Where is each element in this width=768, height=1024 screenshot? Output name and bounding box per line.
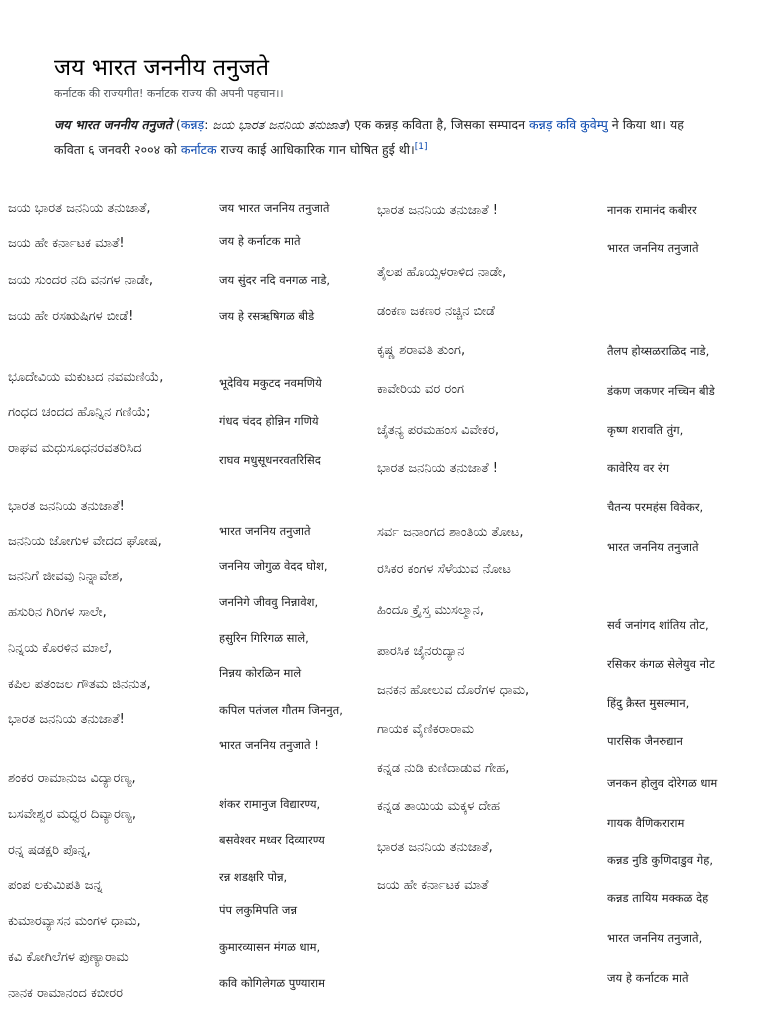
verse-line: जननिगे जीववु निन्नावेश, xyxy=(219,595,319,609)
verse-line: ನಿನ್ನಯ ಕೊರಳಿನ ಮಾಲೆ, xyxy=(8,641,113,656)
verse-line: हसुरिन गिरिगळ साले, xyxy=(219,631,309,645)
verse-line: शंकर रामानुज विद्यारण्य, xyxy=(219,797,321,811)
intro-text-3: राज्य काई आधिकारिक गान घोषित हुई थी। xyxy=(216,142,415,158)
verse-line: भारत जननिय तनुजाते xyxy=(607,241,699,255)
verse-line: कपिल पतंजल गौतम जिननुत, xyxy=(219,703,343,717)
page-title: जय भारत जननीय तनुजते xyxy=(54,55,269,81)
verse-line: जय हे कर्नाटक माते xyxy=(219,234,301,248)
verse-line: पंप लकुमिपति जन्न xyxy=(219,903,298,917)
verse-line: पारसिक जैनरुद्यान xyxy=(607,734,683,748)
verse-line: सर्व जनांगद शांतिय तोट, xyxy=(607,618,709,632)
verse-line: कवि कोगिलेगळ पुण्याराम xyxy=(219,976,325,990)
verse-line: कन्नड तायिय मक्कळ देह xyxy=(607,891,709,905)
verse-line: ಭಾರತ ಜನನಿಯ ತನುಜಾತೆ ! xyxy=(377,461,498,476)
verse-line: ತೈಲಪ ಹೊಯ್ಸಳರಾಳಿದ ನಾಡೇ, xyxy=(377,265,507,280)
verse-line: ನಾನಕ ರಾಮಾನಂದ ಕಬೀರರ xyxy=(8,986,124,1001)
verse-line: गायक वैणिकराराम xyxy=(607,816,685,830)
verse-line: नानक रामानंद कबीरर xyxy=(607,203,697,217)
verse-line: ಡಂಕಣ ಜಕಣರ ನಚ್ಚಿನ ಬೀಡೆ xyxy=(377,304,495,319)
verse-line: निन्नय कोरळिन माले xyxy=(219,666,302,680)
verse-line: ಕನ್ನಡ ತಾಯಿಯ ಮಕ್ಕಳ ದೇಹ xyxy=(377,799,501,814)
verse-line: ಕುಮಾರವ್ಯಾಸನ ಮಂಗಳ ಧಾಮ, xyxy=(8,914,141,929)
verse-line: ಕನ್ನಡ ನುಡಿ ಕುಣಿದಾಡುವ ಗೇಹ, xyxy=(377,761,510,776)
intro-paragraph xyxy=(54,113,714,161)
verse-line: राघव मधुसूधनरवतरिसिद xyxy=(219,453,321,467)
verse-line: ಭಾರತ ಜನನಿಯ ತನುಜಾತೆ ! xyxy=(377,203,498,218)
verse-line: कुमारव्यासन मंगळ धाम, xyxy=(219,940,321,954)
intro-text-2: ने किया था। यह कविता ६ जनवरी २००४ को xyxy=(54,117,684,158)
verse-line: ಚೈತನ್ಯ ಪರಮಹಂಸ ವಿವೇಕರ, xyxy=(377,423,500,438)
verse-line: चैतन्य परमहंस विवेकर, xyxy=(607,500,704,514)
page-subtitle: कर्नाटक की राज्यगीत! कर्नाटक राज्य की अपनी पहचान।। xyxy=(54,87,284,100)
verse-line: ಭೂದೇವಿಯ ಮಕುಟದ ನವಮಣಿಯೆ, xyxy=(8,370,164,385)
verse-line: ರಾಘವ ಮಧುಸೂಧನರವತರಿಸಿದ xyxy=(8,441,142,456)
verse-line: ಕಪಿಲ ಪತಂಜಲ ಗೌತಮ ಜಿನನುತ, xyxy=(8,677,151,692)
verse-line: बसवेश्वर मध्वर दिव्यारण्य xyxy=(219,833,325,847)
verse-line: ಸರ್ವ ಜನಾಂಗದ ಶಾಂತಿಯ ತೋಟ, xyxy=(377,525,524,540)
intro-paren-open: ( xyxy=(171,117,181,132)
verse-line: ಪಂಪ ಲಕುಮಿಪತಿ ಜನ್ನ xyxy=(8,878,103,893)
verse-line: कन्नड नुडि कुणिदाडुव गेह, xyxy=(607,853,714,867)
verse-line: ಭಾರತ ಜನನಿಯ ತನುಜಾತೆ! xyxy=(8,712,125,727)
verse-line: जननिय जोगुळ वेदद घोश, xyxy=(219,559,328,573)
verse-line: ಜನನಿಗೆ ಜೀವವು ನಿನ್ನಾವೇಶ, xyxy=(8,569,124,584)
verse-line: भारत जननिय तनुजाते xyxy=(219,524,311,538)
verse-line: ಭಾರತ ಜನನಿಯ ತನುಜಾತೆ! xyxy=(8,499,125,514)
intro-text-1: ) एक कन्नड़ कविता है, जिसका सम्पादन xyxy=(345,117,530,132)
verse-line: ಪಾರಸಿಕ ಜೈನರುದ್ಯಾನ xyxy=(377,644,465,659)
verse-line: ಜಯ ಹೇ ಕರ್ನಾಟಕ ಮಾತೆ xyxy=(377,878,489,893)
verse-line: जय भारत जननिय तनुजाते xyxy=(219,201,330,215)
verse-line: ಕೃಷ್ಣ ಶರಾವತಿ ತುಂಗ, xyxy=(377,343,466,358)
verse-line: ಜಯ ಹೇ ರಸಋಷಿಗಳ ಬೀಡೆ! xyxy=(8,309,134,324)
intro-kannada-title: ಜಯ ಭಾರತ ಜನನಿಯ ತನುಜಾತೆ xyxy=(212,117,346,132)
kannada-language-link[interactable]: कन्नड़ xyxy=(180,117,205,132)
intro-colon: : xyxy=(204,117,213,132)
verse-line: जय सुंदर नदि वनगळ नाडे, xyxy=(219,273,331,287)
verse-line: जय हे रसऋषिगळ बीडे xyxy=(219,309,315,323)
verse-line: रसिकर कंगळ सेलेयुव नोट xyxy=(607,657,715,671)
karnataka-link[interactable]: कर्नाटक xyxy=(180,142,217,158)
verse-line: जय हे कर्नाटक माते xyxy=(607,971,689,985)
verse-line: ಹಿಂದೂ ಕ್ರೈಸ್ತ ಮುಸಲ್ಮಾನ, xyxy=(377,603,485,618)
verse-line: हिंदु क्रैस्त मुसल्मान, xyxy=(607,696,690,710)
verse-line: ಶಂಕರ ರಾಮಾನುಜ ವಿದ್ಯಾರಣ್ಯ, xyxy=(8,771,136,786)
verse-line: ಬಸವೇಶ್ವರ ಮಧ್ವರ ದಿವ್ಯಾರಣ್ಯ, xyxy=(8,807,137,822)
verse-line: जनकन होलुव दोरेगळ धाम xyxy=(607,776,718,790)
verse-line: गंधद चंदद होन्निन गणिये xyxy=(219,414,319,428)
verse-line: तैलप होय्सळराळिद नाडे, xyxy=(607,344,710,358)
reference-link[interactable]: [1] xyxy=(414,142,428,152)
verse-line: ರನ್ನ ಷಡಕ್ಷರಿ ಪೊನ್ನ, xyxy=(8,843,91,858)
verse-line: रन्न शडक्षरि पोन्न, xyxy=(219,870,288,884)
verse-line: ಜನನಿಯ ಜೋಗುಳ ವೇದದ ಘೋಷ, xyxy=(8,534,162,549)
intro-bold-title: जय भारत जननीय तनुजते xyxy=(54,117,172,132)
verse-line: ಕವಿ ಕೋಗಿಲೆಗಳ ಪುಣ್ಯಾರಾಮ xyxy=(8,950,129,965)
verse-line: ರಸಿಕರ ಕಂಗಳ ಸೆಳೆಯುವ ನೋಟ xyxy=(377,562,511,577)
verse-line: ಗಂಧದ ಚಂದದ ಹೊನ್ನಿನ ಗಣಿಯೆ; xyxy=(8,405,151,420)
verse-line: ಗಾಯಕ ವೈಣಿಕರಾರಾಮ xyxy=(377,722,474,737)
verse-line: भारत जननिय तनुजाते ! xyxy=(219,738,319,752)
verse-line: भूदेविय मकुटद नवमणिये xyxy=(219,376,322,390)
verse-line: ಹಸುರಿನ ಗಿರಿಗಳ ಸಾಲೇ, xyxy=(8,605,107,620)
verse-line: कावेरिय वर रंग xyxy=(607,461,670,475)
verse-line: भारत जननिय तनुजाते, xyxy=(607,931,703,945)
verse-line: ಜಯ ಭಾರತ ಜನನಿಯ ತನುಜಾತೆ, xyxy=(8,201,151,216)
kuvempu-link[interactable]: कन्नड़ कवि कुवेम्पु xyxy=(529,117,608,132)
verse-line: ಜನಕನ ಹೋಲುವ ದೊರೆಗಳ ಧಾಮ, xyxy=(377,683,530,698)
verse-line: ಜಯ ಹೇ ಕರ್ನಾಟಕ ಮಾತೆ! xyxy=(8,236,125,251)
verse-line: डंकण जकणर नच्चिन बीडे xyxy=(607,384,715,398)
verse-line: कृष्ण शरावति तुंग, xyxy=(607,423,684,437)
verse-line: ಕಾವೇರಿಯ ವರ ರಂಗ xyxy=(377,382,464,397)
verse-line: ಭಾರತ ಜನನಿಯ ತನುಜಾತೆ, xyxy=(377,840,493,855)
verse-line: ಜಯ ಸುಂದರ ನದಿ ವನಗಳ ನಾಡೇ, xyxy=(8,273,154,288)
verse-line: भारत जननिय तनुजाते xyxy=(607,540,699,554)
